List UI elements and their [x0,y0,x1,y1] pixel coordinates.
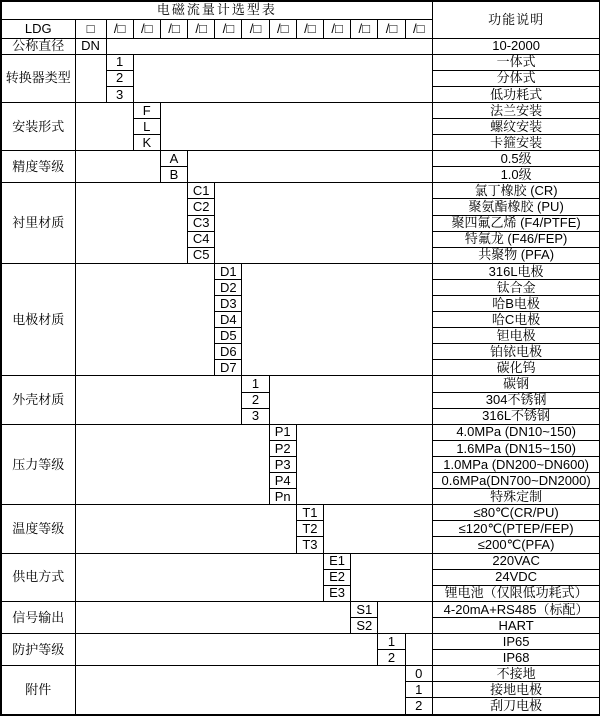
empty-region-right [106,38,432,54]
model-code-slot: /□ [378,19,405,38]
option-code: K [133,135,160,151]
option-description: 分体式 [432,70,600,86]
option-code: 2 [405,698,432,715]
option-description: 刮刀电极 [432,698,600,715]
empty-region-right [324,505,433,553]
option-description: 特氟龙 (F46/FEP) [432,231,600,247]
option-code: C4 [188,231,215,247]
option-code: 2 [378,650,405,666]
option-description: 螺纹安装 [432,118,600,134]
model-code-slot: /□ [133,19,160,38]
option-description: HART [432,617,600,633]
model-code-slot: /□ [188,19,215,38]
option-description: 220VAC [432,553,600,569]
model-code-box: □ [75,19,106,38]
section-label-2: 安装形式 [1,102,75,150]
empty-region-left [75,633,378,665]
option-code: Pn [269,489,296,505]
empty-region-left [75,54,106,102]
option-description: 24VDC [432,569,600,585]
model-code-slot: /□ [215,19,242,38]
option-code: D2 [215,279,242,295]
option-code: P2 [269,440,296,456]
empty-region-right [242,263,432,376]
option-code: S2 [351,617,378,633]
option-code: A [160,151,187,167]
option-code: 1 [378,633,405,649]
option-code: 1 [106,54,133,70]
model-code-slot: /□ [351,19,378,38]
option-code: B [160,167,187,183]
option-description: 钽电极 [432,328,600,344]
empty-region-right [351,553,433,601]
option-description: 氯丁橡胶 (CR) [432,183,600,199]
option-code: D3 [215,296,242,312]
option-code: C5 [188,247,215,263]
section-label-10: 信号输出 [1,601,75,633]
empty-region-left [75,151,160,183]
section-label-4: 衬里材质 [1,183,75,263]
option-code: D7 [215,360,242,376]
section-label-3: 精度等级 [1,151,75,183]
option-description: 聚氨酯橡胶 (PU) [432,199,600,215]
empty-region-left [75,505,296,553]
option-code: P3 [269,456,296,472]
option-description: 316L电极 [432,263,600,279]
section-label-7: 压力等级 [1,424,75,504]
function-description-header: 功能说明 [432,1,600,38]
option-description: 低功耗式 [432,86,600,102]
option-description: 法兰安装 [432,102,600,118]
option-description: 一体式 [432,54,600,70]
option-description: 1.0级 [432,167,600,183]
section-label-0: 公称直径 [1,38,75,54]
empty-region-left [75,424,269,504]
option-code: E2 [324,569,351,585]
option-description: 碳化钨 [432,360,600,376]
option-description: 不接地 [432,666,600,682]
option-description: 锂电池（仅限低功耗式） [432,585,600,601]
option-code: 3 [106,86,133,102]
option-code: F [133,102,160,118]
option-code: E3 [324,585,351,601]
option-code: D6 [215,344,242,360]
empty-region-right [188,151,433,183]
option-description: 哈C电极 [432,312,600,328]
option-code: T1 [296,505,323,521]
model-code-slot: /□ [296,19,323,38]
empty-region-left [75,376,242,424]
model-code-slot: /□ [106,19,133,38]
option-description: ≤120℃(PTEP/FEP) [432,521,600,537]
option-description: 316L不锈钢 [432,408,600,424]
option-description: 4.0MPa (DN10~150) [432,424,600,440]
option-description: 10-2000 [432,38,600,54]
option-code: T3 [296,537,323,553]
option-description: ≤80℃(CR/PU) [432,505,600,521]
option-description: 碳钢 [432,376,600,392]
section-label-11: 防护等级 [1,633,75,665]
empty-region-right [296,424,432,504]
option-code: 3 [242,408,269,424]
section-label-5: 电极材质 [1,263,75,376]
empty-region-right [160,102,432,150]
model-code-slot: /□ [405,19,432,38]
option-description: 0.6MPa(DN700~DN2000) [432,473,600,489]
option-description: IP68 [432,650,600,666]
empty-region-left [75,102,133,150]
option-code: D5 [215,328,242,344]
model-code-slot: /□ [242,19,269,38]
option-description: 聚四氟乙烯 (F4/PTFE) [432,215,600,231]
empty-region-right [269,376,432,424]
option-code: D4 [215,312,242,328]
option-code: 1 [242,376,269,392]
empty-region-left [75,553,324,601]
option-code: C2 [188,199,215,215]
empty-region-left [75,601,351,633]
option-description: 哈B电极 [432,296,600,312]
option-description: 304不锈钢 [432,392,600,408]
option-description: 1.0MPa (DN200~DN600) [432,456,600,472]
section-label-6: 外壳材质 [1,376,75,424]
option-code: S1 [351,601,378,617]
empty-region-right [133,54,432,102]
empty-region-left [75,183,188,263]
option-description: 1.6MPa (DN15~150) [432,440,600,456]
model-code-slot: /□ [324,19,351,38]
option-description: ≤200℃(PFA) [432,537,600,553]
table-title: 电磁流量计选型表 [1,1,432,19]
option-code: C3 [188,215,215,231]
empty-region-right [378,601,432,633]
option-description: 共聚物 (PFA) [432,247,600,263]
option-code: DN [75,38,106,54]
option-code: D1 [215,263,242,279]
option-code: E1 [324,553,351,569]
model-code-slot: /□ [160,19,187,38]
section-label-12: 附件 [1,666,75,715]
option-description: 0.5级 [432,151,600,167]
option-code: 2 [242,392,269,408]
option-code: 1 [405,682,432,698]
section-label-9: 供电方式 [1,553,75,601]
option-description: 特殊定制 [432,489,600,505]
option-code: 2 [106,70,133,86]
option-description: 4-20mA+RS485（标配） [432,601,600,617]
option-code: T2 [296,521,323,537]
empty-region-left [75,263,215,376]
model-prefix-label: LDG [1,19,75,38]
option-description: 接地电极 [432,682,600,698]
option-code: 0 [405,666,432,682]
empty-region-right [405,633,432,665]
option-code: P4 [269,473,296,489]
empty-region-left [75,666,405,715]
option-description: 卡箍安装 [432,135,600,151]
section-label-8: 温度等级 [1,505,75,553]
option-description: 钛合金 [432,279,600,295]
option-description: IP65 [432,633,600,649]
option-code: C1 [188,183,215,199]
empty-region-right [215,183,433,263]
section-label-1: 转换器类型 [1,54,75,102]
option-code: L [133,118,160,134]
option-description: 铂铱电极 [432,344,600,360]
option-code: P1 [269,424,296,440]
model-code-slot: /□ [269,19,296,38]
